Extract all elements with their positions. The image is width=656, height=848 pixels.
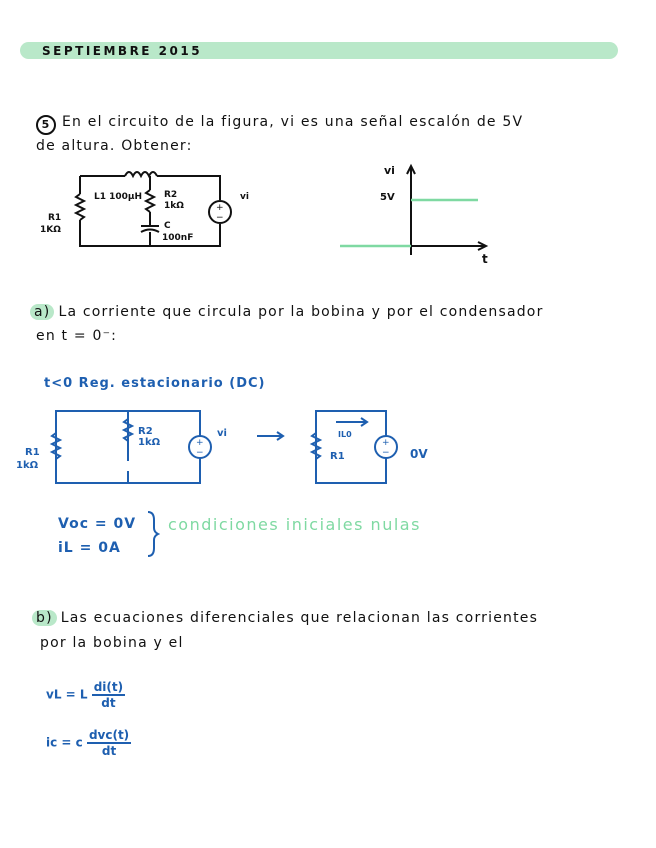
step-graph [336, 160, 496, 265]
eq-ic-den: dt [101, 744, 117, 758]
part-a-label: a) [30, 304, 54, 320]
c3-r1-name: R1 [330, 451, 345, 462]
c3-current-label: IL0 [338, 430, 352, 439]
part-b-label: b) [32, 610, 57, 626]
part-a-text-1: La corriente que circula por la bobina y por el condensador [58, 304, 544, 320]
problem-text-1: En el circuito de la figura, vi es una señal escalón de 5V [62, 114, 524, 130]
svg-text:−: − [196, 448, 204, 458]
svg-text:+: + [196, 438, 204, 448]
c2-r2-value: 1kΩ [138, 437, 161, 448]
part-b-line-2: por la bobina y el [40, 635, 184, 651]
part-b-text-1: Las ecuaciones diferenciales que relacionan las corrientes [60, 610, 539, 626]
eq-il: iL = 0A [58, 540, 121, 556]
eq-voc: Voc = 0V [58, 516, 137, 532]
problem-line-1 [36, 114, 523, 135]
part-b-line-1 [32, 610, 538, 626]
c1-r2-value: 1kΩ [164, 201, 184, 211]
problem-number: 5 [36, 115, 56, 135]
conditions-note: condiciones iniciales nulas [168, 515, 421, 534]
c2-r2-name: R2 [138, 426, 153, 437]
c1-r1-value: 1KΩ [40, 225, 61, 235]
svg-text:−: − [216, 213, 224, 223]
eq-ic-fraction [87, 728, 131, 758]
circuit-diagram-2 [40, 405, 420, 490]
eq-vl-fraction [92, 680, 125, 710]
problem-line-2: de altura. Obtener: [36, 138, 193, 154]
c1-c-name: C [164, 221, 171, 231]
graph-level-label: 5V [380, 192, 395, 203]
eq-vl-num: di(t) [93, 680, 124, 694]
part-a-heading: t<0 Reg. estacionario (DC) [44, 376, 266, 391]
header-date: SEPTIEMBRE 2015 [42, 44, 203, 58]
svg-text:+: + [216, 203, 224, 213]
c2-r1-name: R1 [25, 447, 40, 458]
eq-vl [46, 680, 125, 710]
eq-ic [46, 728, 131, 758]
graph-xlabel: t [482, 252, 488, 266]
part-a-line-2: en t = 0⁻: [36, 328, 118, 344]
svg-text:−: − [382, 448, 390, 458]
eq-ic-left: ic = c [46, 735, 83, 750]
c1-r2-name: R2 [164, 190, 178, 200]
svg-text:+: + [382, 438, 390, 448]
c1-r1-name: R1 [48, 213, 62, 223]
c2-r1-value: 1kΩ [16, 460, 39, 471]
c2-source-label: vi [217, 428, 227, 439]
c1-c-value: 100nF [162, 233, 194, 243]
c3-source-label: 0V [410, 447, 428, 461]
eq-vl-left: vL = L [46, 687, 88, 702]
graph-ylabel: vi [384, 164, 395, 177]
eq-vl-den: dt [101, 696, 116, 710]
brace [144, 510, 160, 558]
eq-ic-num: dvc(t) [88, 728, 130, 742]
part-a-line-1 [30, 304, 544, 320]
circuit-diagram-1 [30, 160, 270, 255]
c1-source-label: vi [240, 192, 249, 202]
c1-l1-label: L1 100μH [94, 192, 143, 202]
